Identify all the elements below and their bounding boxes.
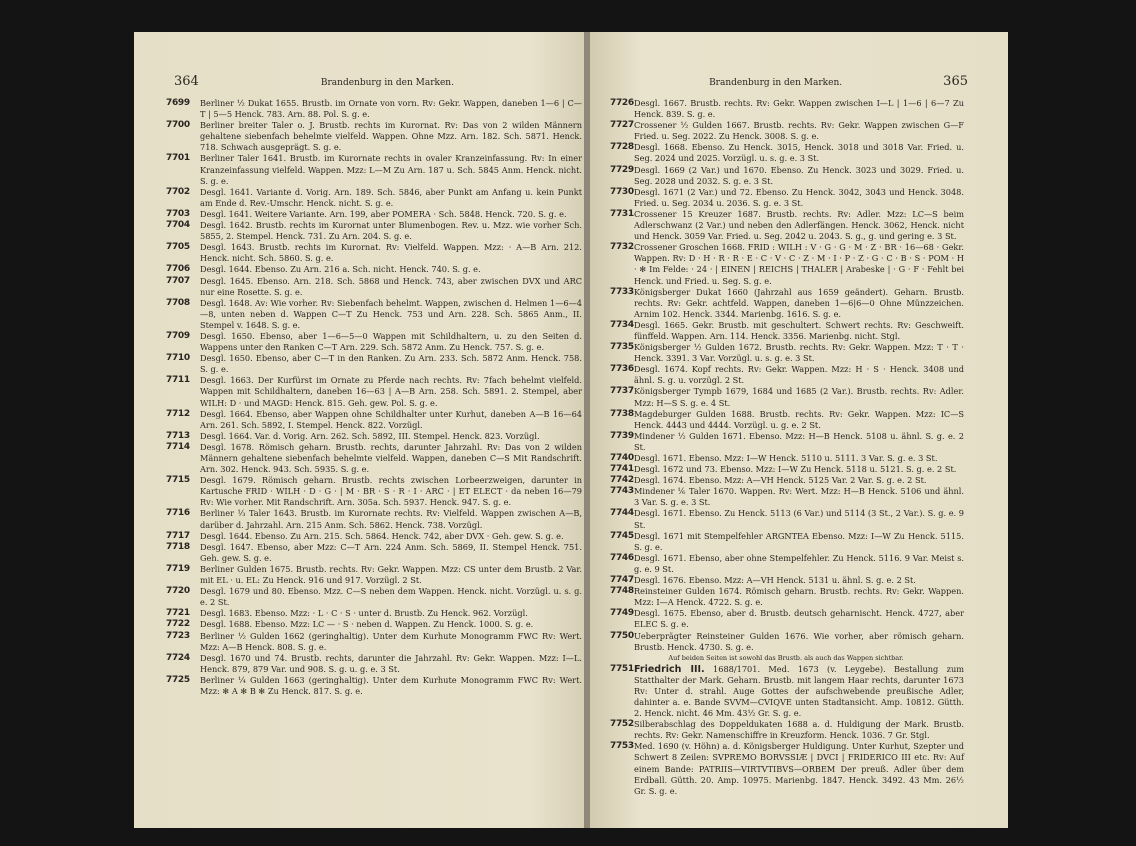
catalog-entry — [166, 508, 582, 530]
catalog-entry — [608, 320, 964, 342]
lot-number: 7753 — [610, 741, 634, 752]
lot-description: Königsberger ½ Gulden 1672. Brustb. rechts. Rv: Gekr. Wappen. Mzz: T · T · Henck. 3391. 3 Var. Vorzügl. u. s. g. e. 3 St. — [634, 342, 964, 364]
lot-number: 7707 — [166, 275, 190, 286]
lot-description: Magdeburger Gulden 1688. Brustb. rechts. Rv: Gekr. Wappen. Mzz: IC—S Henck. 4443 und 4444. Vorzügl. u. g. e. 2 St. — [634, 408, 964, 430]
lot-description: Reinsteiner Gulden 1674. Römisch geharn. Brustb. rechts. Rv: Gekr. Wappen. Mzz: I—A Henck. 4722. S. g. e. — [634, 586, 964, 608]
page-number: 364 — [174, 74, 199, 89]
catalog-entry — [608, 508, 964, 530]
left-page-header — [174, 74, 576, 89]
lot-description: Mindener ½ Gulden 1671. Ebenso. Mzz: H—B Henck. 5108 u. ähnl. S. g. e. 2 St. — [634, 430, 964, 452]
lot-description: Desgl. 1641. Weitere Variante. Arn. 199, aber POMERA · Sch. 5848. Henck. 720. S. g. e. — [200, 208, 567, 219]
lot-description: Desgl. 1671. Ebenso. Mzz: I—W Henck. 5110 u. 5111. 3 Var. S. g. e. 3 St. — [634, 453, 938, 463]
lot-description: Desgl. 1665. Gekr. Brustb. mit geschultert. Schwert rechts. Rv: Geschweift. fünffeld. Wappen. Arn. 114. Henck. 3356. Marienbg. nicht. Stgl. — [634, 319, 964, 341]
catalog-entry — [608, 631, 964, 653]
lot-description: Desgl. 1674. Kopf rechts. Rv: Gekr. Wappen. Mzz: H · S · Henck. 3408 und ähnl. S. g. u. vorzügl. 2 St. — [634, 364, 964, 386]
catalog-entry — [166, 208, 582, 220]
catalog-entry — [608, 342, 964, 364]
lot-number: 7724 — [166, 652, 190, 663]
catalog-entry — [608, 364, 964, 386]
lot-description: Königsberger Dukat 1660 (Jahrzahl aus 1659 geändert). Geharn. Brustb. rechts. Rv: Gekr. achtfeld. Wappen, daneben 1—6|6—0 Ohne Münzzeichen. Arnim 102. Henck. 3344. Marienbg. 1616. S. g. e. — [634, 286, 964, 319]
lot-number: 7714 — [166, 441, 190, 452]
running-head: Brandenburg in den Marken. — [320, 78, 454, 88]
lot-description: Desgl. 1664. Ebenso, aber Wappen ohne Schildhalter unter Kurhut, daneben A—B 16—64 Arn. 261. Sch. 5892, I. Stempel. Henck. 822. Vorzügl. — [200, 408, 582, 430]
lot-description: Königsberger Tympb 1679, 1684 und 1685 (2 Var.). Brustb. rechts. Rv: Adler. Mzz: H—S S. g. e. 4 St. — [634, 386, 964, 408]
lot-number: 7741 — [610, 464, 634, 475]
lot-description: 1688/1701. Med. 1673 (v. Leygebe). Bestallung zum Statthalter der Mark. Geharn. Brustb. mit langem Haar rechts, darunter 1673 Rv: Unter d. strahl. Auge Gottes der aufschwebende preußische Adler, dahinter a. e. Bande SVVM—CVIQVE unten Stadtansicht. Amp. 10812. Gütth. 2. Henck. nicht. 46 Mm. 43½ Gr. S. g. e. — [634, 663, 964, 719]
lot-description: Med. 1690 (v. Höhn) a. d. Königsberger Huldigung. Unter Kurhut, Szepter und Schwert 8 Zeilen: SVPREMO BORVSSIÆ | DVCI | FRIDERICO III etc. Rv: Auf einem Bande: PATRIIS—VIRTVTIBVS—ORBEM Der preuß. Adler über dem Erdball. Gütth. 20. Amp. 10975. Marienbg. 1847. Henck. 3492. 43 Mm. 26½ Gr. S. g. e. — [634, 741, 964, 796]
lot-description: Desgl. 1647. Ebenso, aber Mzz: C—T Arn. 224 Anm. Sch. 5869, II. Stempel Henck. 751. Geh. gew. S. g. e. — [200, 541, 582, 563]
catalog-entry — [608, 142, 964, 164]
lot-description: Crossener Groschen 1668. FRID : WILH : V · G · G · M · Z · BR · 16—68 · Gekr. Wappen. Rv: D · H · R · R · E · C · V · C · Z · M · I · P · Z · G · C · B · S · POM · H · ✻ Im Felde: · 24 · | EINEN | REICHS | THALER | Arabeske | · G · F · Fehlt bei Henck. und Fried. u. Seg. S. g. e. — [634, 242, 964, 286]
catalog-entry — [166, 441, 582, 475]
lot-number: 7747 — [610, 575, 634, 586]
catalog-entry — [166, 674, 582, 697]
catalog-entry — [166, 652, 582, 675]
catalog-entry — [608, 120, 964, 142]
catalog-entry — [166, 630, 582, 653]
catalog-entry — [608, 719, 964, 741]
lot-number: 7731 — [610, 208, 634, 219]
catalog-entry — [166, 619, 582, 630]
lot-number: 7730 — [610, 186, 634, 197]
lot-description: Berliner Taler 1641. Brustb. im Kurornate rechts in ovaler Kranzeinfassung. Rv: In einer Kranzeinfassung vielfeld. Wappen. Mzz: L—M Zu Arn. 187 u. Sch. 5845 Anm. Henck. nicht. S. g. e. — [200, 153, 582, 186]
lot-number: 7722 — [166, 619, 190, 630]
lot-number: 7700 — [166, 120, 190, 131]
lot-number: 7738 — [610, 408, 634, 419]
lot-description: Desgl. 1668. Ebenso. Zu Henck. 3015, Henck. 3018 und 3018 Var. Fried. u. Seg. 2024 und 2025. Vorzügl. u. s. g. e. 3 St. — [634, 142, 964, 164]
lot-number: 7740 — [610, 453, 634, 463]
lot-description: Desgl. 1675. Ebenso, aber d. Brustb. deutsch geharnischt. Henck. 4727, aber ELEC S. g. e. — [634, 608, 964, 630]
catalog-entry — [608, 187, 964, 209]
lot-number: 7723 — [166, 630, 190, 641]
catalog-entry — [166, 220, 582, 242]
catalog-entry — [608, 464, 964, 475]
catalog-entry — [608, 608, 964, 630]
lot-number: 7727 — [610, 120, 634, 131]
catalog-entries-continued — [608, 664, 964, 797]
lot-number: 7702 — [166, 186, 190, 197]
lot-number: 7732 — [610, 242, 634, 253]
footnote: Auf beiden Seiten ist sowohl das Brustb. als auch das Wappen sichtbar. — [668, 653, 904, 662]
lot-description: Desgl. 1650. Ebenso, aber 1—6—5—0 Wappen mit Schildhaltern, u. zu den Seiten d. Wappens unter den Ranken C—T Arn. 229. Sch. 5872 Anm. Zu Henck. 757. S. g. e. — [200, 330, 582, 353]
lot-number: 7718 — [166, 541, 190, 552]
catalog-entry — [608, 486, 964, 508]
lot-description: Desgl. 1650. Ebenso, aber C—T in den Ranken. Zu Arn. 233. Sch. 5872 Anm. Henck. 758. S. g. e. — [200, 353, 582, 375]
running-head: Brandenburg in den Marken. — [709, 78, 843, 88]
lot-description: Desgl. 1641. Variante d. Vorig. Arn. 189. Sch. 5846, aber Punkt am Anfang u. kein Punkt am Ende d. Rev.-Umschr. Henck. nicht. S. g. e. — [200, 186, 582, 208]
catalog-entry — [166, 430, 582, 442]
lot-description: Desgl. 1671 (2 Var.) und 72. Ebenso. Zu Henck. 3042, 3043 und Henck. 3048. Fried. u. Seg. 2034 u. 2036. S. g. e. 3 St. — [634, 186, 964, 208]
lot-number: 7729 — [610, 164, 634, 175]
lot-number: 7716 — [166, 508, 190, 519]
lot-description: Desgl. 1683. Ebenso. Mzz: · L · C · S · unter d. Brustb. Zu Henck. 962. Vorzügl. — [200, 608, 528, 619]
lot-description: Desgl. 1679 und 80. Ebenso. Mzz. C—S neben dem Wappen. Henck. nicht. Vorzügl. u. s. g. e. 2 St. — [200, 586, 582, 608]
lot-description: Desgl. 1642. Brustb. rechts im Kurornat unter Blumenbogen. Rev. u. Mzz. wie vorher Sch. 5855, 2. Stempel. Henck. 731. Zu Arn. 204. S. g. e. — [200, 220, 582, 242]
lot-description: Desgl. 1671. Ebenso, aber ohne Stempelfehler. Zu Henck. 5116. 9 Var. Meist s. g. e. 9 St. — [634, 552, 964, 574]
lot-number: 7711 — [166, 375, 190, 386]
catalog-entry — [608, 98, 964, 120]
catalog-entry — [166, 475, 582, 508]
catalog-entry — [166, 297, 582, 331]
catalog-entry — [166, 186, 582, 209]
lot-description: Mindener ⅙ Taler 1670. Wappen. Rv: Wert. Mzz: H—B Henck. 5106 und ähnl. 3 Var. S. g. e. 3 St. — [634, 486, 964, 508]
left-page — [134, 32, 586, 828]
lot-description: Desgl. 1671. Ebenso. Zu Henck. 5113 (6 Var.) und 5114 (3 St., 2 Var.). S. g. e. 9 St. — [634, 508, 964, 530]
lot-description: Crossener 15 Kreuzer 1687. Brustb. rechts. Rv: Adler. Mzz: LC—S beim Adlerschwanz (2 Var.) und neben den Adlerfängen. Henck. 3062, Henck. nicht und Henck. 3059 Var. Fried. u. Seg. 2042 u. 2043. S. g., g. und gering e. 3 St. — [634, 208, 964, 242]
lot-number: 7715 — [166, 475, 190, 486]
catalog-entry — [166, 120, 582, 153]
catalog-entry — [166, 541, 582, 564]
lot-number: 7699 — [166, 98, 190, 108]
catalog-entry — [166, 563, 582, 586]
lot-number: 7728 — [610, 142, 634, 153]
lot-description: Desgl. 1674. Ebenso. Mzz: A—VH Henck. 5125 Var. 2 Var. S. g. e. 2 St. — [634, 475, 927, 486]
catalog-entry — [166, 264, 582, 275]
lot-description: Desgl. 1670 und 74. Brustb. rechts, darunter die Jahrzahl. Rv: Gekr. Wappen. Mzz: I—L. Henck. 879, 879 Var. und 908. S. g. u. g. e. 3 St. — [200, 652, 582, 674]
lot-number: 7709 — [166, 330, 190, 341]
lot-number: 7734 — [610, 319, 634, 330]
lot-description: Berliner ⅓ Taler 1643. Brustb. im Kurornate rechts. Rv: Vielfeld. Wappen zwischen A—B, darüber d. Jahrzahl. Arn. 215 Anm. Sch. 5862. Henck. 738. Vorzügl. — [200, 508, 582, 530]
catalog-entry — [608, 209, 964, 242]
ruler-heading: Friedrich III. — [634, 663, 705, 675]
catalog-entry — [608, 531, 964, 553]
catalog-entry — [166, 153, 582, 186]
lot-description: Desgl. 1644. Ebenso. Zu Arn. 215. Sch. 5864. Henck. 742, aber DVX · Geh. gew. S. g. e. — [200, 530, 564, 541]
catalog-entry — [166, 330, 582, 353]
lot-number: 7737 — [610, 386, 634, 397]
lot-number: 7710 — [166, 353, 190, 364]
catalog-entry — [608, 586, 964, 608]
lot-description: Desgl. 1667. Brustb. rechts. Rv: Gekr. Wappen zwischen I—L | 1—6 | 6—7 Zu Henck. 839. S. g. e. — [634, 98, 964, 120]
lot-number: 7703 — [166, 208, 190, 219]
lot-number: 7733 — [610, 286, 634, 297]
lot-number: 7743 — [610, 486, 634, 497]
catalog-entry — [166, 98, 582, 120]
lot-description: Desgl. 1669 (2 Var.) und 1670. Ebenso. Zu Henck. 3023 und 3029. Fried. u. Seg. 2028 und 2032. S. g. e. 3 St. — [634, 164, 964, 186]
catalog-entry — [166, 608, 582, 619]
lot-description: Silberabschlag des Doppeldukaten 1688 a. d. Huldigung der Mark. Brustb. rechts. Rv: Gekr. Namenschiffre in Kreuzform. Henck. 1036. 7 Gr. Stgl. — [634, 719, 964, 741]
catalog-entry — [608, 287, 964, 320]
right-page — [590, 32, 1008, 828]
lot-number: 7739 — [610, 430, 634, 441]
catalog-entry — [166, 530, 582, 542]
lot-description: Desgl. 1678. Römisch geharn. Brustb. rechts, darunter Jahrzahl. Rv: Das von 2 wilden Männern gehaltene siebenfach behelmte vielfeld. Wappen, daneben C—S Mit Randschrift. Arn. 302. Henck. 943. Sch. 5935. S. g. e. — [200, 441, 582, 475]
catalog-entries — [608, 98, 964, 653]
catalog-entry — [608, 475, 964, 486]
lot-number: 7705 — [166, 242, 190, 253]
catalog-entry — [608, 431, 964, 453]
lot-number: 7713 — [166, 430, 190, 441]
lot-number: 7744 — [610, 508, 634, 519]
lot-number: 7749 — [610, 608, 634, 619]
lot-number: 7725 — [166, 674, 190, 685]
catalog-entries — [166, 98, 582, 697]
catalog-entry — [608, 453, 964, 464]
lot-description: Desgl. 1679. Römisch geharn. Brustb. rechts zwischen Lorbeerzweigen, darunter in Kartusche FRID · WILH · D · G · | M · BR · S · R · I · ARC · | ET ELECT · da neben 16—79 Rv: Wie vorher. Mit Randschrift. Arn. 305a. Sch. 5937. Henck. 947. S. g. e. — [200, 475, 582, 508]
catalog-entry — [608, 242, 964, 286]
catalog-entry — [166, 586, 582, 608]
lot-description: Berliner ½ Dukat 1655. Brustb. im Ornate von vorn. Rv: Gekr. Wappen, daneben 1—6 | C—T | 5—5 Henck. 783. Arn. 88. Pol. S. g. e. — [200, 98, 582, 120]
lot-description: Desgl. 1663. Der Kurfürst im Ornate zu Pferde nach rechts. Rv: 7fach behelmt vielfeld. Wappen mit Schildhaltern, daneben 16—63 | A—B Arn. 258. Sch. 5891. 2. Stempel, aber WILH: D · und MAGD: Henck. 815. Geh. gew. Pol. S. g. e. — [200, 375, 582, 408]
catalog-entry — [608, 664, 964, 719]
lot-description: Desgl. 1645. Ebenso. Arn. 218. Sch. 5868 und Henck. 743, aber zwischen DVX und ARC nur eine Rosette. S. g. e. — [200, 275, 582, 297]
lot-description: Desgl. 1644. Ebenso. Zu Arn. 216 a. Sch. nicht. Henck. 740. S. g. e. — [200, 264, 481, 275]
lot-number: 7751 — [610, 663, 634, 674]
right-page-header — [608, 74, 968, 89]
lot-description: Desgl. 1664. Var. d. Vorig. Arn. 262. Sch. 5892, III. Stempel. Henck. 823. Vorzügl. — [200, 430, 540, 441]
catalog-entry — [166, 375, 582, 408]
lot-description: Berliner Gulden 1675. Brustb. rechts. Rv: Gekr. Wappen. Mzz: CS unter dem Brustb. 2 Var. mit EL · u. EL: Zu Henck. 916 und 917. Vorzügl. 2 St. — [200, 563, 582, 586]
lot-description: Desgl. 1671 mit Stempelfehler ARGNTEA Ebenso. Mzz: I—W Zu Henck. 5115. S. g. e. — [634, 530, 964, 552]
lot-number: 7748 — [610, 586, 634, 597]
lot-number: 7735 — [610, 342, 634, 353]
lot-description: Ueberprägter Reinsteiner Gulden 1676. Wie vorher, aber römisch geharn. Brustb. Henck. 4730. S. g. e. — [634, 630, 964, 652]
lot-description: Desgl. 1676. Ebenso. Mzz: A—VH Henck. 5131 u. ähnl. S. g. e. 2 St. — [634, 575, 916, 586]
catalog-entry — [608, 409, 964, 431]
lot-description: Desgl. 1688. Ebenso. Mzz: LC — · S · neben d. Wappen. Zu Henck. 1000. S. g. e. — [200, 619, 534, 630]
catalog-entry — [166, 275, 582, 298]
lot-description: Berliner breiter Taler o. J. Brustb. rechts im Kurornat. Rv: Das von 2 wilden Männern gehaltene siebenfach behelmte vielfeld. Wappen. Ohne Mzz. Arn. 182. Sch. 5871. Henck. 718. Schwach ausgeprägt. S. g. e. — [200, 120, 582, 153]
catalog-entry — [166, 353, 582, 375]
lot-number: 7750 — [610, 630, 634, 641]
catalog-entry — [608, 553, 964, 575]
lot-number: 7721 — [166, 608, 190, 619]
lot-number: 7720 — [166, 586, 190, 597]
page-number: 365 — [943, 74, 968, 89]
catalog-entry — [608, 386, 964, 408]
catalog-entry — [608, 575, 964, 586]
lot-description: Berliner ¼ Gulden 1663 (geringhaltig). Unter dem Kurhute Monogramm FWC Rv: Wert. Mzz: ✻ A ✻ B ✻ Zu Henck. 817. S. g. e. — [200, 674, 582, 696]
lot-number: 7745 — [610, 530, 634, 541]
lot-number: 7706 — [166, 264, 190, 275]
lot-number: 7746 — [610, 552, 634, 563]
lot-number: 7736 — [610, 364, 634, 375]
lot-description: Crossener ½ Gulden 1667. Brustb. rechts. Rv: Gekr. Wappen zwischen G—F Fried. u. Seg. 2022. Zu Henck. 3008. S. g. e. — [634, 120, 964, 142]
lot-number: 7717 — [166, 530, 190, 541]
lot-description: Desgl. 1648. Av: Wie vorher. Rv: Siebenfach behelmt. Wappen, zwischen d. Helmen 1—6—4—8, unten neben d. Wappen C—T Zu Henck. 753 und Arn. 228. Sch. 5865 Anm., II. Stempel v. 1648. S. g. e. — [200, 297, 582, 330]
lot-number: 7742 — [610, 475, 634, 486]
catalog-entry — [608, 741, 964, 796]
catalog-entry — [166, 242, 582, 264]
lot-description: Desgl. 1643. Brustb. rechts im Kurornat. Rv: Vielfeld. Wappen. Mzz: · A—B Arn. 212. Henck. nicht. Sch. 5860. S. g. e. — [200, 242, 582, 264]
lot-number: 7719 — [166, 563, 190, 574]
lot-number: 7704 — [166, 220, 190, 231]
lot-description: Berliner ½ Gulden 1662 (geringhaltig). Unter dem Kurhute Monogramm FWC Rv: Wert. Mzz: A—B Henck. 808. S. g. e. — [200, 630, 582, 652]
lot-number: 7726 — [610, 98, 634, 108]
lot-number: 7752 — [610, 719, 634, 730]
catalog-entry — [166, 408, 582, 431]
lot-description: Desgl. 1672 und 73. Ebenso. Mzz: I—W Zu Henck. 5118 u. 5121. S. g. e. 2 St. — [634, 464, 957, 475]
lot-number: 7712 — [166, 408, 190, 419]
lot-number: 7708 — [166, 297, 190, 308]
lot-number: 7701 — [166, 153, 190, 164]
catalog-entry — [608, 165, 964, 187]
